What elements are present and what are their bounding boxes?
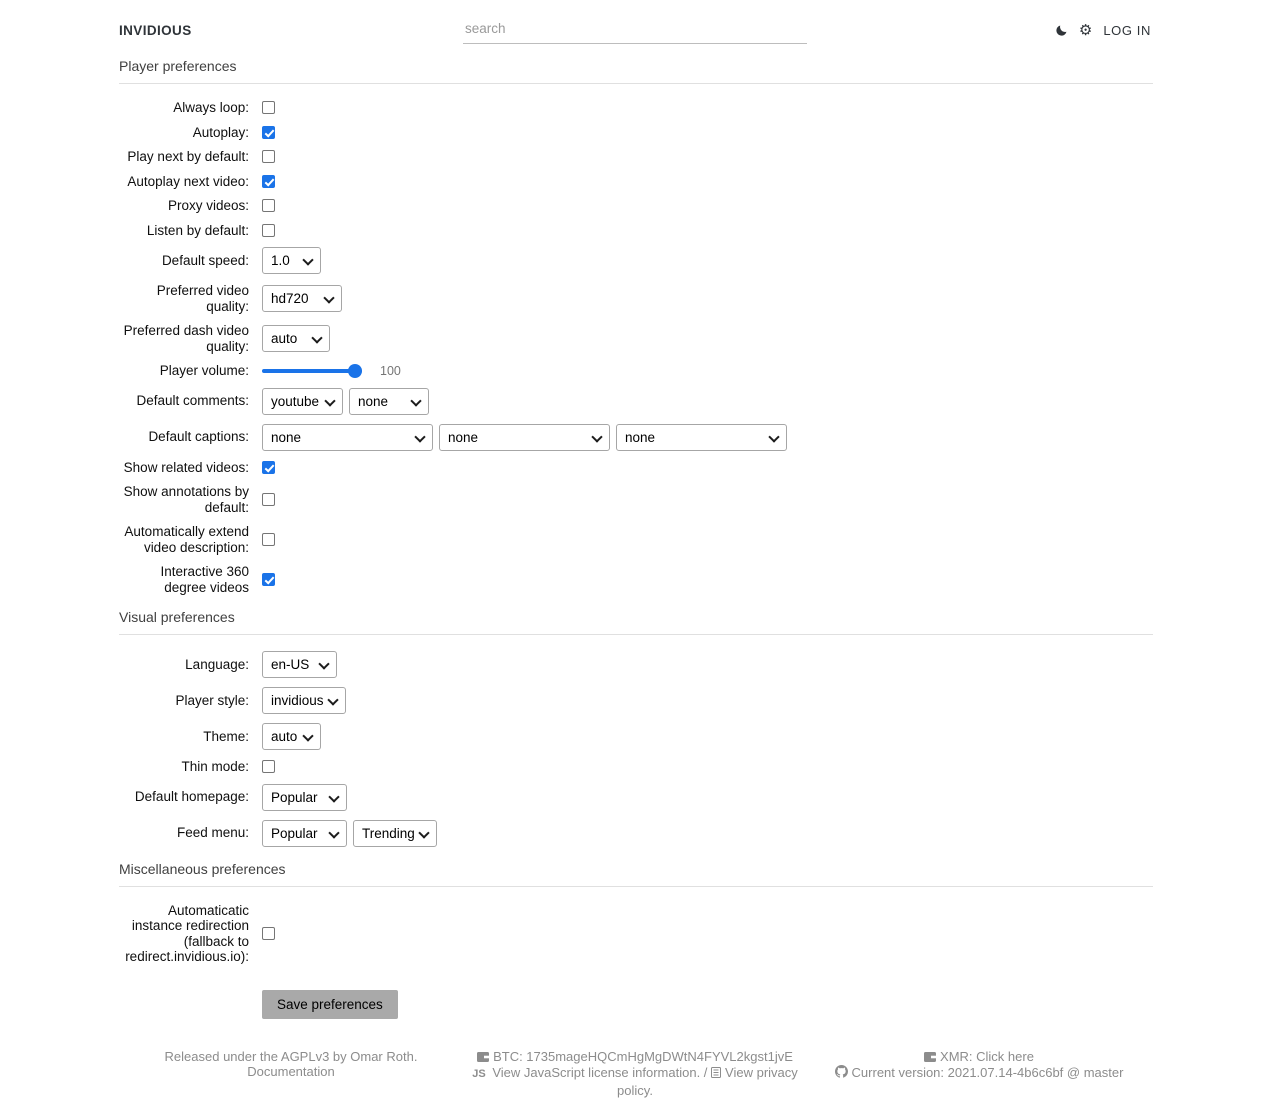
feed-menu-row: [119, 820, 1153, 847]
footer-middle: [463, 1049, 807, 1098]
default-captions-label: Default captions:: [119, 429, 249, 445]
misc-preferences-form: [119, 903, 1153, 965]
btc-address: BTC: 1735mageHQCmHgMgDWtN4FYVL2kgst1jvE: [493, 1049, 793, 1064]
video-quality-row: [119, 283, 1153, 314]
default-comments-row: [119, 388, 1153, 415]
brand-column: [119, 23, 463, 38]
player-style-label: Player style:: [119, 693, 249, 709]
autoplay-checkbox[interactable]: [262, 126, 275, 139]
player-volume-label: Player volume:: [119, 363, 249, 379]
gear-icon: ⚙: [1079, 23, 1092, 38]
current-version-link[interactable]: Current version: 2021.07.14-4b6c6bf @ master: [852, 1065, 1124, 1080]
autoplay-next-row: [119, 174, 1153, 190]
default-homepage-label: Default homepage:: [119, 789, 249, 805]
default-speed-row: [119, 247, 1153, 274]
save-preferences-button[interactable]: Save preferences: [262, 990, 398, 1019]
always-loop-row: [119, 100, 1153, 116]
default-homepage-select[interactable]: [262, 784, 347, 811]
listen-default-checkbox[interactable]: [262, 224, 275, 237]
captions-2-select[interactable]: [439, 424, 610, 451]
default-homepage-row: [119, 784, 1153, 811]
player-style-select[interactable]: [262, 687, 346, 714]
related-videos-checkbox[interactable]: [262, 461, 275, 474]
misc-preferences-title: Miscellaneous preferences: [119, 861, 1153, 887]
auto-redirect-label: Automaticatic instance redirection (fallback to redirect.invidious.io):: [119, 903, 249, 965]
proxy-videos-row: [119, 198, 1153, 214]
theme-row: [119, 723, 1153, 750]
language-row: [119, 651, 1153, 678]
search-column: [463, 16, 807, 44]
player-preferences-form: [119, 100, 1153, 595]
related-videos-label: Show related videos:: [119, 460, 249, 476]
always-loop-checkbox[interactable]: [262, 101, 275, 114]
captions-1-select[interactable]: [262, 424, 433, 451]
dash-quality-select[interactable]: [262, 325, 330, 352]
listen-default-row: [119, 223, 1153, 239]
play-next-row: [119, 149, 1153, 165]
language-label: Language:: [119, 657, 249, 673]
player-volume-slider[interactable]: [262, 369, 362, 373]
feed-menu-2-select[interactable]: [353, 820, 437, 847]
vr360-row: [119, 564, 1153, 595]
github-icon: [835, 1065, 848, 1082]
theme-select[interactable]: [262, 723, 321, 750]
feed-menu-label: Feed menu:: [119, 825, 249, 841]
autoplay-row: [119, 125, 1153, 141]
player-style-row: [119, 687, 1153, 714]
dark-mode-toggle[interactable]: [1055, 24, 1068, 37]
video-quality-select[interactable]: [262, 285, 342, 312]
theme-label: Theme:: [119, 729, 249, 745]
wallet-icon: [477, 1050, 489, 1066]
comments-source-2-select[interactable]: [349, 388, 429, 415]
page-footer: [119, 1049, 1153, 1098]
captions-3-select[interactable]: [616, 424, 787, 451]
visual-preferences-title: Visual preferences: [119, 609, 1153, 635]
log-in-link[interactable]: LOG IN: [1103, 23, 1151, 38]
extend-description-label: Automatically extend video description:: [119, 524, 249, 555]
dash-quality-row: [119, 323, 1153, 354]
thin-mode-row: [119, 759, 1153, 775]
auto-redirect-row: [119, 903, 1153, 965]
default-speed-label: Default speed:: [119, 253, 249, 269]
dash-quality-label: Preferred dash video quality:: [119, 323, 249, 354]
js-license-link[interactable]: View JavaScript license information.: [492, 1065, 700, 1080]
annotations-checkbox[interactable]: [262, 493, 275, 506]
autoplay-next-checkbox[interactable]: [262, 175, 275, 188]
vr360-checkbox[interactable]: [262, 573, 275, 586]
js-icon: JS: [472, 1068, 485, 1080]
language-select[interactable]: [262, 651, 337, 678]
vr360-label: Interactive 360 degree videos: [119, 564, 249, 595]
default-comments-label: Default comments:: [119, 393, 249, 409]
documentation-link[interactable]: Documentation: [247, 1064, 334, 1079]
search-input[interactable]: [463, 16, 807, 44]
player-volume-row: [119, 363, 1153, 379]
visual-preferences-form: [119, 651, 1153, 847]
default-speed-select[interactable]: [262, 247, 321, 274]
license-text: Released under the AGPLv3 by Omar Roth.: [165, 1049, 418, 1064]
header-actions: [807, 23, 1151, 38]
autoplay-next-label: Autoplay next video:: [119, 174, 249, 190]
annotations-row: [119, 484, 1153, 515]
moon-icon: [1055, 24, 1068, 37]
wallet-icon: [924, 1050, 936, 1066]
feed-menu-1-select[interactable]: [262, 820, 347, 847]
thin-mode-label: Thin mode:: [119, 759, 249, 775]
player-volume-value: 100: [380, 364, 401, 378]
top-bar: [119, 0, 1153, 44]
comments-source-1-select[interactable]: [262, 388, 343, 415]
autoplay-label: Autoplay:: [119, 125, 249, 141]
extend-description-checkbox[interactable]: [262, 533, 275, 546]
auto-redirect-checkbox[interactable]: [262, 927, 275, 940]
video-quality-label: Preferred video quality:: [119, 283, 249, 314]
related-videos-row: [119, 460, 1153, 476]
privacy-policy-link[interactable]: View privacy policy.: [617, 1065, 798, 1098]
brand-logo[interactable]: INVIDIOUS: [119, 23, 192, 38]
default-captions-row: [119, 424, 1153, 451]
proxy-videos-checkbox[interactable]: [262, 199, 275, 212]
footer-right: [807, 1049, 1151, 1098]
play-next-label: Play next by default:: [119, 149, 249, 165]
proxy-videos-label: Proxy videos:: [119, 198, 249, 214]
always-loop-label: Always loop:: [119, 100, 249, 116]
footer-left: [119, 1049, 463, 1098]
extend-description-row: [119, 524, 1153, 555]
xmr-link[interactable]: XMR: Click here: [940, 1049, 1034, 1064]
footer-separator: /: [700, 1065, 711, 1080]
listen-default-label: Listen by default:: [119, 223, 249, 239]
preferences-button[interactable]: [1079, 23, 1092, 38]
player-preferences-title: Player preferences: [119, 58, 1153, 84]
thin-mode-checkbox[interactable]: [262, 760, 275, 773]
document-icon: [711, 1066, 721, 1082]
play-next-checkbox[interactable]: [262, 150, 275, 163]
annotations-label: Show annotations by default:: [119, 484, 249, 515]
